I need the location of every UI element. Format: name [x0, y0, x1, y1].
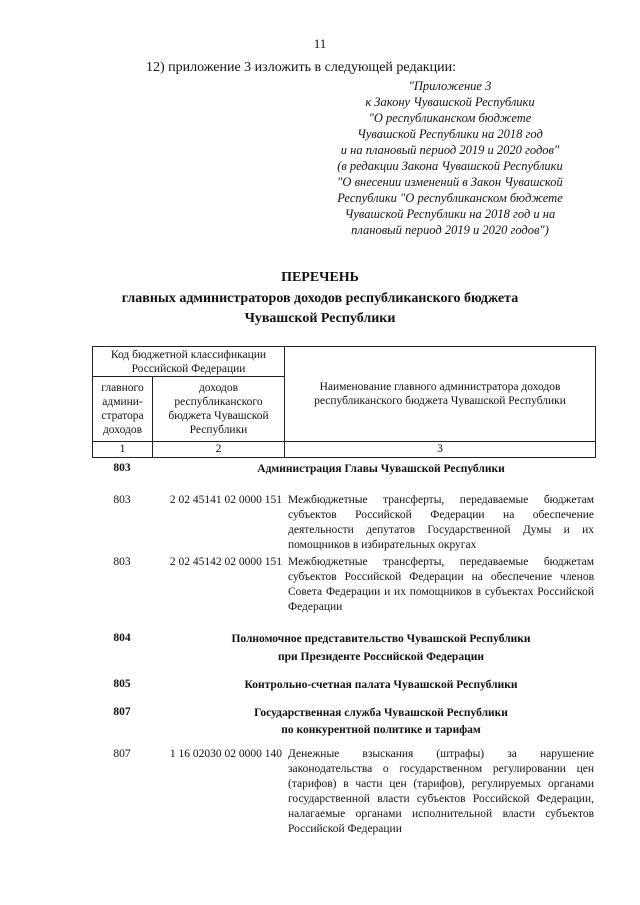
- section-title: Государственная служба Чувашской Республики: [254, 707, 508, 719]
- doc-subtitle: главных администраторов доходов республиканского бюджета: [121, 291, 519, 306]
- annex-line: и на плановый период 2019 и 2020 годов": [340, 143, 560, 157]
- table-row: [92, 555, 596, 617]
- kbk-code: 2 02 45141 02 0000 151: [169, 494, 282, 506]
- kbk-code: 1 16 02030 02 0000 140: [169, 748, 282, 760]
- admin-code: 803: [113, 494, 131, 506]
- annex-line: "О внесении изменений в Закон Чувашской: [337, 175, 563, 189]
- annex-line: (в редакции Закона Чувашской Республики: [337, 159, 563, 173]
- table-row: [92, 631, 596, 665]
- admin-code: 803: [113, 556, 131, 568]
- section-title: Полномочное представительство Чувашской Республики: [231, 633, 531, 645]
- table-row: [92, 461, 596, 479]
- table-row: [92, 493, 596, 555]
- doc-title: ПЕРЕЧЕНЬ: [281, 270, 359, 285]
- kbk-code: 2 02 45142 02 0000 151: [169, 556, 282, 568]
- admin-code: 804: [113, 632, 131, 644]
- income-column-header: доходов республиканского бюджета Чувашской Республики: [153, 377, 285, 442]
- annex-line: к Закону Чувашской Республики: [365, 95, 535, 109]
- annex-line: "Приложение 3: [408, 79, 492, 93]
- table-row: [92, 705, 596, 739]
- table-header: [92, 346, 596, 458]
- admin-code: 805: [113, 678, 131, 690]
- annex-line: Чувашской Республики на 2018 год и на: [344, 207, 556, 221]
- section-title-2: по конкурентной политике и тарифам: [281, 724, 481, 736]
- column-number: 1: [93, 441, 153, 457]
- admin-code: 807: [113, 748, 131, 760]
- table-row: [92, 677, 596, 695]
- income-description: Денежные взыскания (штрафы) за нарушение законодательства о государственном регулировании цен (тарифов) в части цен (тарифов), регулируемых органами государственной власти субъектов Российской Федерации, налагаемые органами исполнительной власти субъектов Российской Федерации: [288, 748, 594, 835]
- page-number: 11: [313, 36, 327, 51]
- name-column-header: Наименование главного администратора доходов республиканского бюджета Чувашской Республики: [285, 347, 596, 442]
- income-description: Межбюджетные трансферты, передаваемые бюджетам субъектов Российской Федерации на обеспечение членов Совета Федерации и их помощников в субъектах Российской Федерации: [288, 556, 594, 613]
- annex-line: "О республиканском бюджете: [368, 111, 532, 125]
- income-description: Межбюджетные трансферты, передаваемые бюджетам субъектов Российской Федерации на обеспечение деятельности депутатов Государственной Думы и их помощников в избирательных округах: [288, 494, 594, 551]
- section-title-2: при Президенте Российской Федерации: [278, 651, 484, 663]
- kbk-group-header: Код бюджетной классификации Российской Федерации: [93, 347, 285, 377]
- admin-column-header: главного админи-стратора доходов: [93, 377, 153, 442]
- annex-line: плановый период 2019 и 2020 годов"): [351, 223, 549, 237]
- column-number: 2: [153, 441, 285, 457]
- annex-line: Чувашской Республики на 2018 год: [357, 127, 543, 141]
- annex-note: [300, 78, 600, 238]
- admin-code: 807: [113, 706, 131, 718]
- table-row: [92, 747, 596, 839]
- doc-subtitle-2: Чувашской Республики: [244, 311, 396, 326]
- annex-line: Республики "О республиканском бюджете: [337, 191, 563, 205]
- section-title: Администрация Главы Чувашской Республики: [257, 463, 505, 475]
- intro-text: 12) приложение 3 изложить в следующей редакции:: [146, 60, 456, 75]
- admin-code: 803: [113, 462, 131, 474]
- section-title: Контрольно-счетная палата Чувашской Республики: [244, 679, 518, 691]
- column-number: 3: [285, 441, 596, 457]
